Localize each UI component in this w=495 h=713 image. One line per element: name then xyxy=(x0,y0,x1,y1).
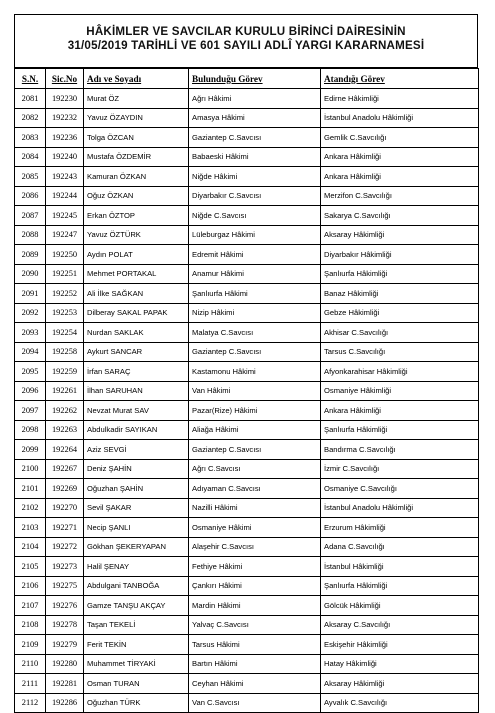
cell-current-post: Çankırı Hâkimi xyxy=(189,576,321,596)
cell-sicno: 192271 xyxy=(46,518,84,538)
cell-assigned-post: Eskişehir Hâkimliği xyxy=(321,635,479,655)
cell-assigned-post: Şanlıurfa Hâkimliği xyxy=(321,420,479,440)
cell-assigned-post: İstanbul Anadolu Hâkimliği xyxy=(321,498,479,518)
table-row xyxy=(15,186,479,206)
table-row xyxy=(15,381,479,401)
cell-current-post: Babaeski Hâkimi xyxy=(189,147,321,167)
table-body xyxy=(15,89,479,713)
table-row xyxy=(15,518,479,538)
cell-sicno: 192270 xyxy=(46,498,84,518)
cell-current-post: Fethiye Hâkimi xyxy=(189,557,321,577)
cell-assigned-post: Aksaray C.Savcılığı xyxy=(321,615,479,635)
cell-sn: 2084 xyxy=(15,147,46,167)
cell-name: Oğuzhan TÜRK xyxy=(84,693,189,713)
cell-assigned-post: Osmaniye C.Savcılığı xyxy=(321,479,479,499)
cell-sicno: 192278 xyxy=(46,615,84,635)
cell-assigned-post: Hatay Hâkimliği xyxy=(321,654,479,674)
table-row xyxy=(15,654,479,674)
cell-name: Muhammet TİRYAKİ xyxy=(84,654,189,674)
cell-sicno: 192244 xyxy=(46,186,84,206)
cell-sicno: 192264 xyxy=(46,440,84,460)
cell-sicno: 192243 xyxy=(46,167,84,187)
cell-sn: 2087 xyxy=(15,206,46,226)
cell-assigned-post: İzmir C.Savcılığı xyxy=(321,459,479,479)
cell-sicno: 192261 xyxy=(46,381,84,401)
cell-current-post: Adıyaman C.Savcısı xyxy=(189,479,321,499)
cell-sicno: 192240 xyxy=(46,147,84,167)
table-row xyxy=(15,557,479,577)
cell-current-post: Edremit Hâkimi xyxy=(189,245,321,265)
table-row xyxy=(15,635,479,655)
cell-name: Gökhan ŞEKERYAPAN xyxy=(84,537,189,557)
cell-name: Oğuz ÖZKAN xyxy=(84,186,189,206)
cell-assigned-post: Şanlıurfa Hâkimliği xyxy=(321,576,479,596)
cell-sicno: 192281 xyxy=(46,674,84,694)
cell-sn: 2085 xyxy=(15,167,46,187)
cell-sicno: 192262 xyxy=(46,401,84,421)
cell-sicno: 192258 xyxy=(46,342,84,362)
cell-current-post: Mardin Hâkimi xyxy=(189,596,321,616)
cell-name: Oğuzhan ŞAHİN xyxy=(84,479,189,499)
cell-name: Nurdan SAKLAK xyxy=(84,323,189,343)
document-title-line-1: HÂKİMLER VE SAVCILAR KURULU BİRİNCİ DAİRESİNİN xyxy=(86,25,406,38)
cell-name: Yavuz ÖZTÜRK xyxy=(84,225,189,245)
cell-current-post: Van Hâkimi xyxy=(189,381,321,401)
cell-current-post: Malatya C.Savcısı xyxy=(189,323,321,343)
cell-name: Deniz ŞAHİN xyxy=(84,459,189,479)
cell-assigned-post: İstanbul Anadolu Hâkimliği xyxy=(321,108,479,128)
cell-assigned-post: Osmaniye Hâkimliği xyxy=(321,381,479,401)
table-row xyxy=(15,323,479,343)
cell-sn: 2109 xyxy=(15,635,46,655)
cell-assigned-post: Tarsus C.Savcılığı xyxy=(321,342,479,362)
cell-name: Tolga ÖZCAN xyxy=(84,128,189,148)
cell-sicno: 192245 xyxy=(46,206,84,226)
cell-current-post: Lüleburgaz Hâkimi xyxy=(189,225,321,245)
cell-sicno: 192251 xyxy=(46,264,84,284)
cell-sn: 2111 xyxy=(15,674,46,694)
cell-current-post: Niğde Hâkimi xyxy=(189,167,321,187)
cell-sicno: 192236 xyxy=(46,128,84,148)
cell-sn: 2090 xyxy=(15,264,46,284)
cell-sn: 2103 xyxy=(15,518,46,538)
table-row xyxy=(15,89,479,109)
table-row xyxy=(15,615,479,635)
document-title-line-2: 31/05/2019 TARİHLİ VE 601 SAYILI ADLÎ YARGI KARARNAMESİ xyxy=(67,39,425,52)
cell-current-post: Aliağa Hâkimi xyxy=(189,420,321,440)
table-row xyxy=(15,459,479,479)
cell-sn: 2086 xyxy=(15,186,46,206)
cell-assigned-post: Aksaray Hâkimliği xyxy=(321,674,479,694)
cell-name: Halil ŞENAY xyxy=(84,557,189,577)
document-title-box xyxy=(14,14,478,68)
cell-name: Mustafa ÖZDEMİR xyxy=(84,147,189,167)
cell-sn: 2082 xyxy=(15,108,46,128)
cell-assigned-post: Gebze Hâkimliği xyxy=(321,303,479,323)
cell-name: Taşan TEKELİ xyxy=(84,615,189,635)
cell-assigned-post: Ankara Hâkimliği xyxy=(321,147,479,167)
cell-assigned-post: Ankara Hâkimliği xyxy=(321,167,479,187)
table-row xyxy=(15,264,479,284)
cell-assigned-post: Merzifon C.Savcılığı xyxy=(321,186,479,206)
cell-assigned-post: Ayvalık C.Savcılığı xyxy=(321,693,479,713)
cell-sn: 2105 xyxy=(15,557,46,577)
table-row xyxy=(15,674,479,694)
cell-sn: 2088 xyxy=(15,225,46,245)
cell-sn: 2106 xyxy=(15,576,46,596)
cell-name: Aydın POLAT xyxy=(84,245,189,265)
cell-assigned-post: Şanlıurfa Hâkimliği xyxy=(321,264,479,284)
cell-assigned-post: Diyarbakır Hâkimliği xyxy=(321,245,479,265)
column-header-assigned-post: Atandığı Görev xyxy=(321,69,479,89)
table-row xyxy=(15,342,479,362)
table-header-row xyxy=(15,69,479,89)
table-row xyxy=(15,479,479,499)
cell-sn: 2083 xyxy=(15,128,46,148)
cell-assigned-post: Gemlik C.Savcılığı xyxy=(321,128,479,148)
table-row xyxy=(15,596,479,616)
table-row xyxy=(15,362,479,382)
cell-current-post: Ağrı Hâkimi xyxy=(189,89,321,109)
cell-current-post: Amasya Hâkimi xyxy=(189,108,321,128)
cell-name: Osman TURAN xyxy=(84,674,189,694)
cell-sicno: 192286 xyxy=(46,693,84,713)
cell-current-post: Osmaniye Hâkimi xyxy=(189,518,321,538)
cell-sicno: 192267 xyxy=(46,459,84,479)
cell-name: Abdulkadir SAYIKAN xyxy=(84,420,189,440)
cell-sn: 2097 xyxy=(15,401,46,421)
cell-sn: 2107 xyxy=(15,596,46,616)
cell-sicno: 192259 xyxy=(46,362,84,382)
cell-sn: 2110 xyxy=(15,654,46,674)
cell-current-post: Yalvaç C.Savcısı xyxy=(189,615,321,635)
cell-current-post: Diyarbakır C.Savcısı xyxy=(189,186,321,206)
cell-current-post: Anamur Hâkimi xyxy=(189,264,321,284)
table-row xyxy=(15,693,479,713)
cell-sn: 2100 xyxy=(15,459,46,479)
cell-assigned-post: Sakarya C.Savcılığı xyxy=(321,206,479,226)
table-row xyxy=(15,537,479,557)
cell-sn: 2102 xyxy=(15,498,46,518)
cell-sicno: 192275 xyxy=(46,576,84,596)
cell-assigned-post: Afyonkarahisar Hâkimliği xyxy=(321,362,479,382)
cell-sicno: 192276 xyxy=(46,596,84,616)
cell-name: Yavuz ÖZAYDIN xyxy=(84,108,189,128)
cell-assigned-post: Aksaray Hâkimliği xyxy=(321,225,479,245)
table-row xyxy=(15,225,479,245)
appointments-table xyxy=(14,68,479,713)
cell-assigned-post: Gölcük Hâkimliği xyxy=(321,596,479,616)
cell-name: Sevil ŞAKAR xyxy=(84,498,189,518)
column-header-current-post: Bulunduğu Görev xyxy=(189,69,321,89)
cell-assigned-post: Ankara Hâkimliği xyxy=(321,401,479,421)
cell-sicno: 192232 xyxy=(46,108,84,128)
cell-current-post: Ağrı C.Savcısı xyxy=(189,459,321,479)
cell-current-post: Gaziantep C.Savcısı xyxy=(189,440,321,460)
cell-sicno: 192272 xyxy=(46,537,84,557)
cell-sicno: 192252 xyxy=(46,284,84,304)
cell-current-post: Alaşehir C.Savcısı xyxy=(189,537,321,557)
cell-assigned-post: Edirne Hâkimliği xyxy=(321,89,479,109)
cell-current-post: Şanlıurfa Hâkimi xyxy=(189,284,321,304)
column-header-sicno: Sic.No xyxy=(46,69,84,89)
cell-sicno: 192253 xyxy=(46,303,84,323)
table-row xyxy=(15,440,479,460)
table-row xyxy=(15,420,479,440)
cell-assigned-post: Banaz Hâkimliği xyxy=(321,284,479,304)
cell-sicno: 192247 xyxy=(46,225,84,245)
cell-current-post: Gaziantep C.Savcısı xyxy=(189,128,321,148)
table-row xyxy=(15,245,479,265)
cell-current-post: Gaziantep C.Savcısı xyxy=(189,342,321,362)
column-header-name: Adı ve Soyadı xyxy=(84,69,189,89)
cell-sicno: 192250 xyxy=(46,245,84,265)
table-row xyxy=(15,303,479,323)
cell-name: Erkan ÖZTOP xyxy=(84,206,189,226)
cell-sn: 2093 xyxy=(15,323,46,343)
appointments-table-wrap xyxy=(14,68,478,708)
cell-name: Aziz SEVGİ xyxy=(84,440,189,460)
cell-sn: 2112 xyxy=(15,693,46,713)
cell-sicno: 192254 xyxy=(46,323,84,343)
cell-sicno: 192273 xyxy=(46,557,84,577)
cell-name: Gamze TANŞU AKÇAY xyxy=(84,596,189,616)
cell-current-post: Niğde C.Savcısı xyxy=(189,206,321,226)
cell-sn: 2098 xyxy=(15,420,46,440)
cell-sn: 2095 xyxy=(15,362,46,382)
cell-sn: 2094 xyxy=(15,342,46,362)
cell-current-post: Nizip Hâkimi xyxy=(189,303,321,323)
cell-sn: 2099 xyxy=(15,440,46,460)
cell-name: Murat ÖZ xyxy=(84,89,189,109)
cell-name: İrfan SARAÇ xyxy=(84,362,189,382)
table-row xyxy=(15,498,479,518)
cell-name: Mehmet PORTAKAL xyxy=(84,264,189,284)
table-row xyxy=(15,284,479,304)
cell-sn: 2091 xyxy=(15,284,46,304)
cell-name: Nevzat Murat SAV xyxy=(84,401,189,421)
cell-name: Dilberay SAKAL PAPAK xyxy=(84,303,189,323)
cell-current-post: Kastamonu Hâkimi xyxy=(189,362,321,382)
cell-current-post: Van C.Savcısı xyxy=(189,693,321,713)
table-row xyxy=(15,108,479,128)
cell-sicno: 192280 xyxy=(46,654,84,674)
cell-sn: 2089 xyxy=(15,245,46,265)
cell-assigned-post: Adana C.Savcılığı xyxy=(321,537,479,557)
cell-name: Necip ŞANLI xyxy=(84,518,189,538)
table-row xyxy=(15,128,479,148)
cell-name: Aykurt SANCAR xyxy=(84,342,189,362)
cell-sn: 2096 xyxy=(15,381,46,401)
column-header-sn: S.N. xyxy=(15,69,46,89)
cell-sicno: 192230 xyxy=(46,89,84,109)
table-row xyxy=(15,401,479,421)
cell-current-post: Ceyhan Hâkimi xyxy=(189,674,321,694)
cell-current-post: Tarsus Hâkimi xyxy=(189,635,321,655)
table-row xyxy=(15,206,479,226)
cell-sn: 2092 xyxy=(15,303,46,323)
cell-sn: 2104 xyxy=(15,537,46,557)
cell-sn: 2101 xyxy=(15,479,46,499)
cell-assigned-post: Bandırma C.Savcılığı xyxy=(321,440,479,460)
cell-assigned-post: Akhisar C.Savcılığı xyxy=(321,323,479,343)
cell-assigned-post: İstanbul Hâkimliği xyxy=(321,557,479,577)
cell-name: Abdulgani TANBOĞA xyxy=(84,576,189,596)
cell-current-post: Pazar(Rize) Hâkimi xyxy=(189,401,321,421)
cell-name: İlhan SARUHAN xyxy=(84,381,189,401)
cell-current-post: Bartın Hâkimi xyxy=(189,654,321,674)
cell-name: Kamuran ÖZKAN xyxy=(84,167,189,187)
cell-assigned-post: Erzurum Hâkimliği xyxy=(321,518,479,538)
cell-sn: 2108 xyxy=(15,615,46,635)
table-row xyxy=(15,167,479,187)
cell-current-post: Nazilli Hâkimi xyxy=(189,498,321,518)
cell-sicno: 192263 xyxy=(46,420,84,440)
cell-sicno: 192279 xyxy=(46,635,84,655)
table-row xyxy=(15,576,479,596)
cell-name: Ferit TEKİN xyxy=(84,635,189,655)
cell-sicno: 192269 xyxy=(46,479,84,499)
cell-sn: 2081 xyxy=(15,89,46,109)
cell-name: Ali İlke SAĞKAN xyxy=(84,284,189,304)
table-row xyxy=(15,147,479,167)
